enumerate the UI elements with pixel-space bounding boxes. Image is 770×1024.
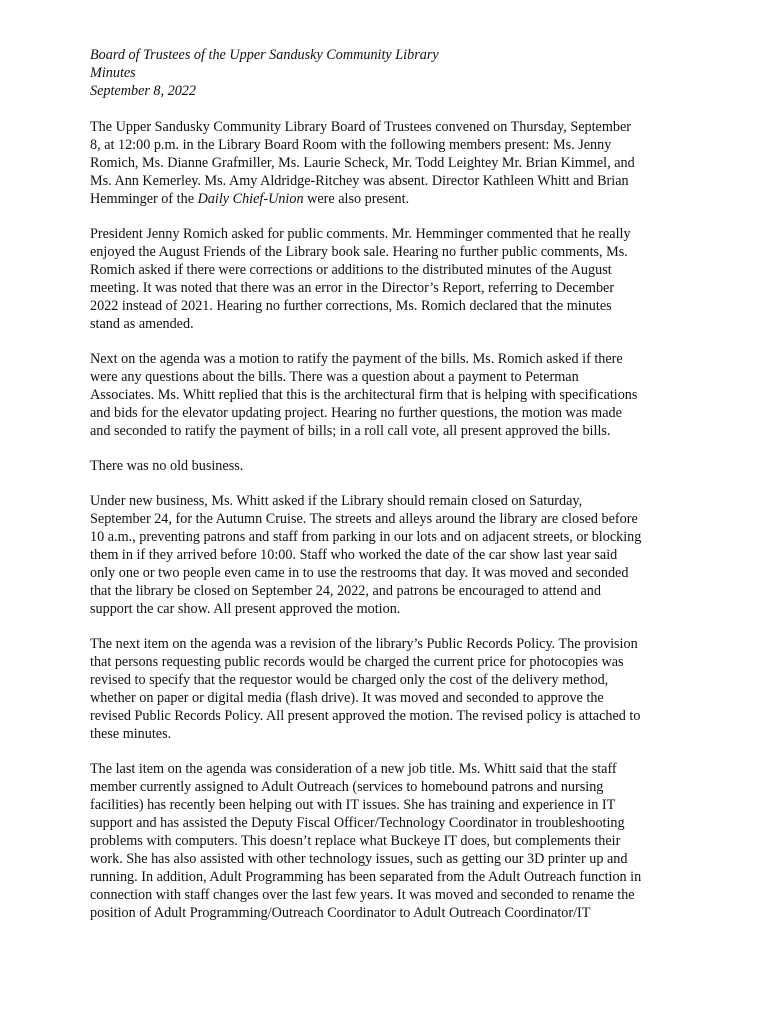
text-line: President Jenny Romich asked for public comments. Mr. Hemminger commented that he really [90,226,631,242]
text-line: only one or two people even came in to use the restrooms that day. It was moved and seconded [90,565,629,581]
text-line: member currently assigned to Adult Outreach (services to homebound patrons and nursing [90,779,604,795]
text-line: support and has assisted the Deputy Fiscal Officer/Technology Coordinator in troubleshooting [90,815,625,831]
bills-paragraph [90,350,690,440]
text-line: and bids for the elevator updating project. Hearing no further questions, the motion was made [90,405,622,421]
minutes-document [90,46,690,939]
text-line: 2022 instead of 2021. Hearing no further corrections, Ms. Romich declared that the minutes [90,298,612,314]
text-line: stand as amended. [90,316,194,332]
text-line: facilities) has recently been helping out with IT issues. She has training and experience in IT [90,797,616,813]
document-type: Minutes [90,65,136,81]
text-line: There was no old business. [90,458,244,474]
text-line: Ms. Ann Kemerley. Ms. Amy Aldridge-Ritchey was absent. Director Kathleen Whitt and Brian [90,173,629,189]
text-line: Under new business, Ms. Whitt asked if the Library should remain closed on Saturday, [90,493,583,509]
text-line: September 24, for the Autumn Cruise. The streets and alleys around the library are closed before [90,511,638,527]
old-business-paragraph [90,457,690,475]
job-title-paragraph [90,760,690,922]
text-line: Associates. Ms. Whitt replied that this is the architectural firm that is helping with specifications [90,387,638,403]
text-line: problems with computers. This doesn’t replace what Buckeye IT does, but complements their [90,833,621,849]
text-line: revised to specify that the requestor would be charged only the cost of the delivery method, [90,672,609,688]
text-line: The last item on the agenda was consideration of a new job title. Ms. Whitt said that the staff [90,761,617,777]
text-line: and seconded to ratify the payment of bills; in a roll call vote, all present approved the bills. [90,423,611,439]
text-line: these minutes. [90,726,172,742]
text-line: were any questions about the bills. There was a question about a payment to Peterman [90,369,579,385]
text-line: Romich asked if there were corrections or additions to the distributed minutes of the August [90,262,612,278]
meeting-date: September 8, 2022 [90,83,196,99]
text-line: The next item on the agenda was a revision of the library’s Public Records Policy. The provision [90,636,638,652]
document-heading [90,46,690,100]
text-line: support the car show. All present approved the motion. [90,601,401,617]
text-line: whether on paper or digital media (flash drive). It was moved and seconded to approve the [90,690,604,706]
text-segment: were also present. [303,191,410,207]
board-name: Board of Trustees of the Upper Sandusky Community Library [90,47,439,63]
public-comments-paragraph [90,225,690,333]
text-line: connection with staff changes over the last few years. It was moved and seconded to rename the [90,887,635,903]
text-line: running. In addition, Adult Programming has been separated from the Adult Outreach function in [90,869,642,885]
records-policy-paragraph [90,635,690,743]
text-line: position of Adult Programming/Outreach Coordinator to Adult Outreach Coordinator/IT [90,905,591,921]
text-line: that persons requesting public records would be charged the current price for photocopies was [90,654,624,670]
text-line: Romich, Ms. Dianne Grafmiller, Ms. Laurie Scheck, Mr. Todd Leightey Mr. Brian Kimmel, and [90,155,635,171]
new-business-paragraph [90,492,690,618]
text-line: them in if they arrived before 10:00. Staff who worked the date of the car show last year said [90,547,618,563]
text-line: Next on the agenda was a motion to ratify the payment of the bills. Ms. Romich asked if there [90,351,623,367]
text-line: that the library be closed on September 24, 2022, and patrons be encouraged to attend and [90,583,601,599]
text-line: 8, at 12:00 p.m. in the Library Board Room with the following members present: Ms. Jenny [90,137,612,153]
text-line: 10 a.m., preventing patrons and staff from parking in our lots and on adjacent streets, or blocking [90,529,642,545]
text-line: enjoyed the August Friends of the Library book sale. Hearing no further public comments, Ms. [90,244,628,260]
text-line: meeting. It was noted that there was an error in the Director’s Report, referring to December [90,280,615,296]
text-segment: Hemminger of the [90,191,198,207]
text-line: The Upper Sandusky Community Library Board of Trustees convened on Thursday, September [90,119,632,135]
text-line: revised Public Records Policy. All present approved the motion. The revised policy is attached to [90,708,641,724]
attendance-paragraph [90,118,690,208]
text-line [90,190,690,208]
text-line: work. She has also assisted with other technology issues, such as getting our 3D printer up and [90,851,628,867]
newspaper-name: Daily Chief-Union [197,191,304,207]
